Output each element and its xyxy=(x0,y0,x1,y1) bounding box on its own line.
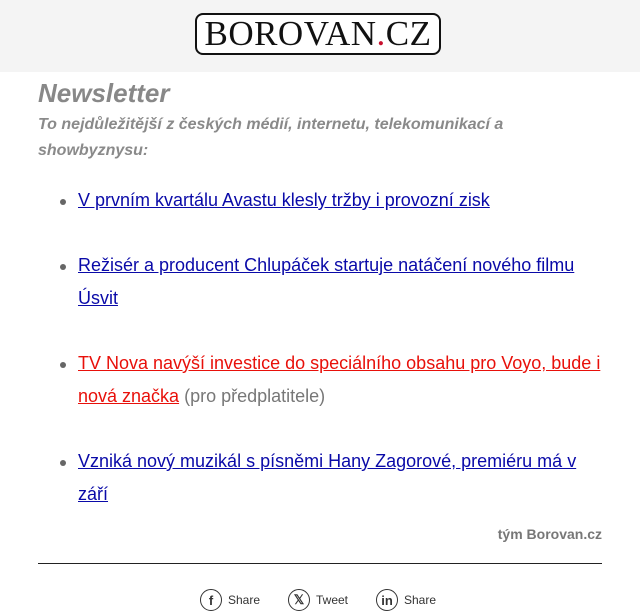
newsletter-title: Newsletter xyxy=(38,78,170,108)
share-x-button[interactable] xyxy=(288,588,348,612)
signature: tým Borovan.cz xyxy=(497,526,602,542)
share-label: Share xyxy=(228,593,261,607)
subscriber-note: (pro předplatitele) xyxy=(184,386,326,406)
premium-article-link[interactable]: TV Nova navýší investice do speciálního obsahu pro Voyo, bude i nová značka xyxy=(78,353,601,406)
article-link[interactable]: V prvním kvartálu Avastu klesly tržby i provozní zisk xyxy=(78,190,490,210)
bullet xyxy=(60,362,66,368)
list-item xyxy=(38,445,602,511)
bullet xyxy=(60,199,66,205)
bullet xyxy=(60,264,66,270)
article-list xyxy=(38,184,602,511)
x-icon: 𝕏 xyxy=(288,589,310,611)
borovan-logo[interactable] xyxy=(195,13,441,55)
logo-dot: . xyxy=(376,14,386,53)
list-item xyxy=(38,347,602,413)
newsletter-subtitle: To nejdůležitější z českých médií, internetu, telekomunikací a showbyznysu: xyxy=(38,116,504,159)
bullet xyxy=(60,460,66,466)
article-link[interactable]: Režisér a producent Chlupáček startuje natáčení nového filmu Úsvit xyxy=(78,255,575,308)
list-item xyxy=(38,184,602,217)
newsletter-content xyxy=(38,72,602,543)
share-linkedin-button[interactable] xyxy=(376,588,436,612)
article-link[interactable]: Vzniká nový muzikál s písněmi Hany Zagorové, premiéru má v září xyxy=(78,451,577,504)
logo-text-left: BOROVAN xyxy=(204,14,377,53)
share-facebook-button[interactable] xyxy=(200,588,260,612)
share-label: Share xyxy=(404,593,437,607)
logo-text-right: CZ xyxy=(385,14,432,53)
linkedin-icon: in xyxy=(376,589,398,611)
divider xyxy=(38,563,602,564)
share-label: Tweet xyxy=(316,593,349,607)
list-item xyxy=(38,249,602,315)
facebook-icon: f xyxy=(200,589,222,611)
header xyxy=(0,0,640,72)
